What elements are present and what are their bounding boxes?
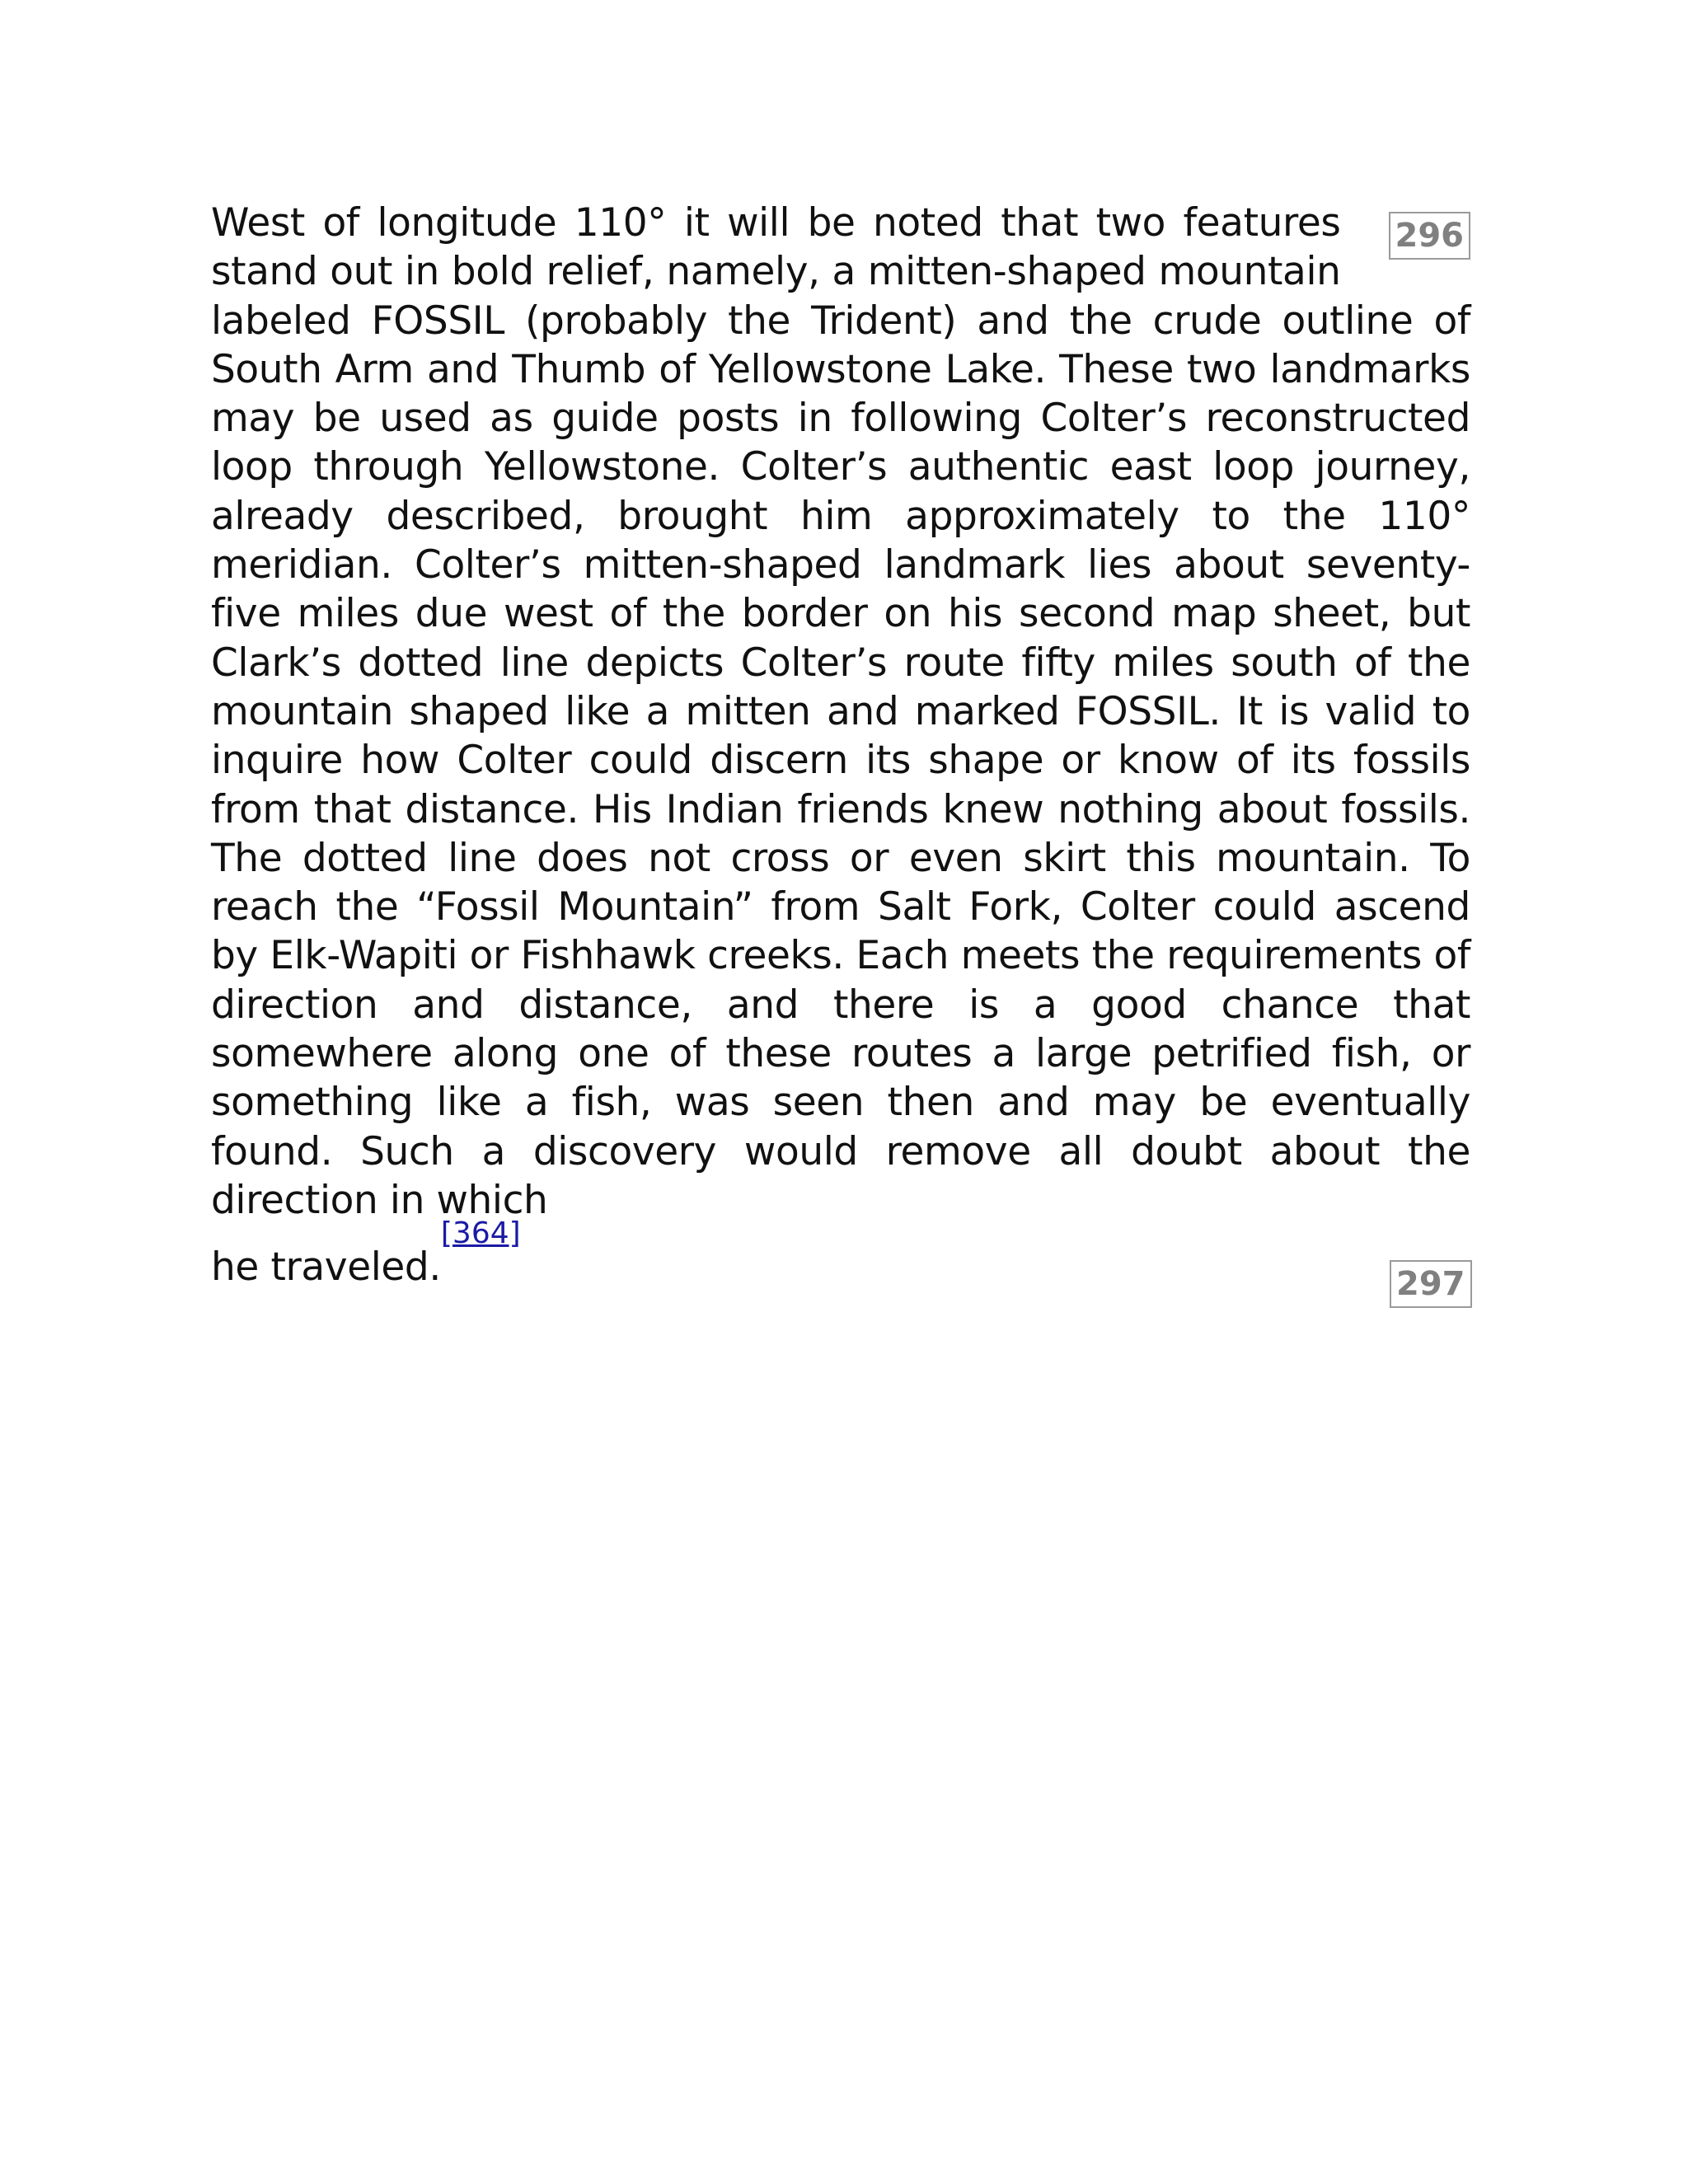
- paragraph-text: West of longitude 110° it will be noted that two features stand out in bold relief, namely, a mitten-shaped mountain labeled FOSSIL (probably the Trident) and the crude outline of South Arm and Thumb of Yellowstone Lake. These two landmarks may be used as guide posts in following Colter’s reconstructed loop through Yellowstone. Colter’s authentic east loop journey, already described, brought him approximately to the 110° meridian. Colter’s mitten-shaped landmark lies about seventy-five miles due west of the border on his second map sheet, but Clark’s dotted line depicts Colter’s route fifty miles south of the mountain shaped like a mitten and marked FOSSIL. It is valid to inquire how Colter could discern its shape or know of its fossils from that distance. His Indian friends knew nothing about fossils. The dotted line does not cross or even skirt this mountain. To reach the “Fossil Mountain” from Salt Fork, Colter could ascend by Elk-Wapiti or Fishhawk creeks. Each meets the requirements of direction and distance, and there is a good chance that somewhere along one of these routes a large petrified fish, or something like a fish, was seen then and may be eventually found. Such a discovery would remove all doubt about the direction in which: [211, 200, 1470, 1223]
- paragraph-ending-text: he traveled.: [211, 1244, 441, 1291]
- page-number-297: 297: [1390, 1260, 1472, 1308]
- page-number-296: 296: [1389, 212, 1471, 260]
- footnote-link-364[interactable]: [364]: [440, 1216, 521, 1251]
- body-paragraph: [211, 199, 1470, 1296]
- paragraph-last-line: [211, 1216, 1470, 1295]
